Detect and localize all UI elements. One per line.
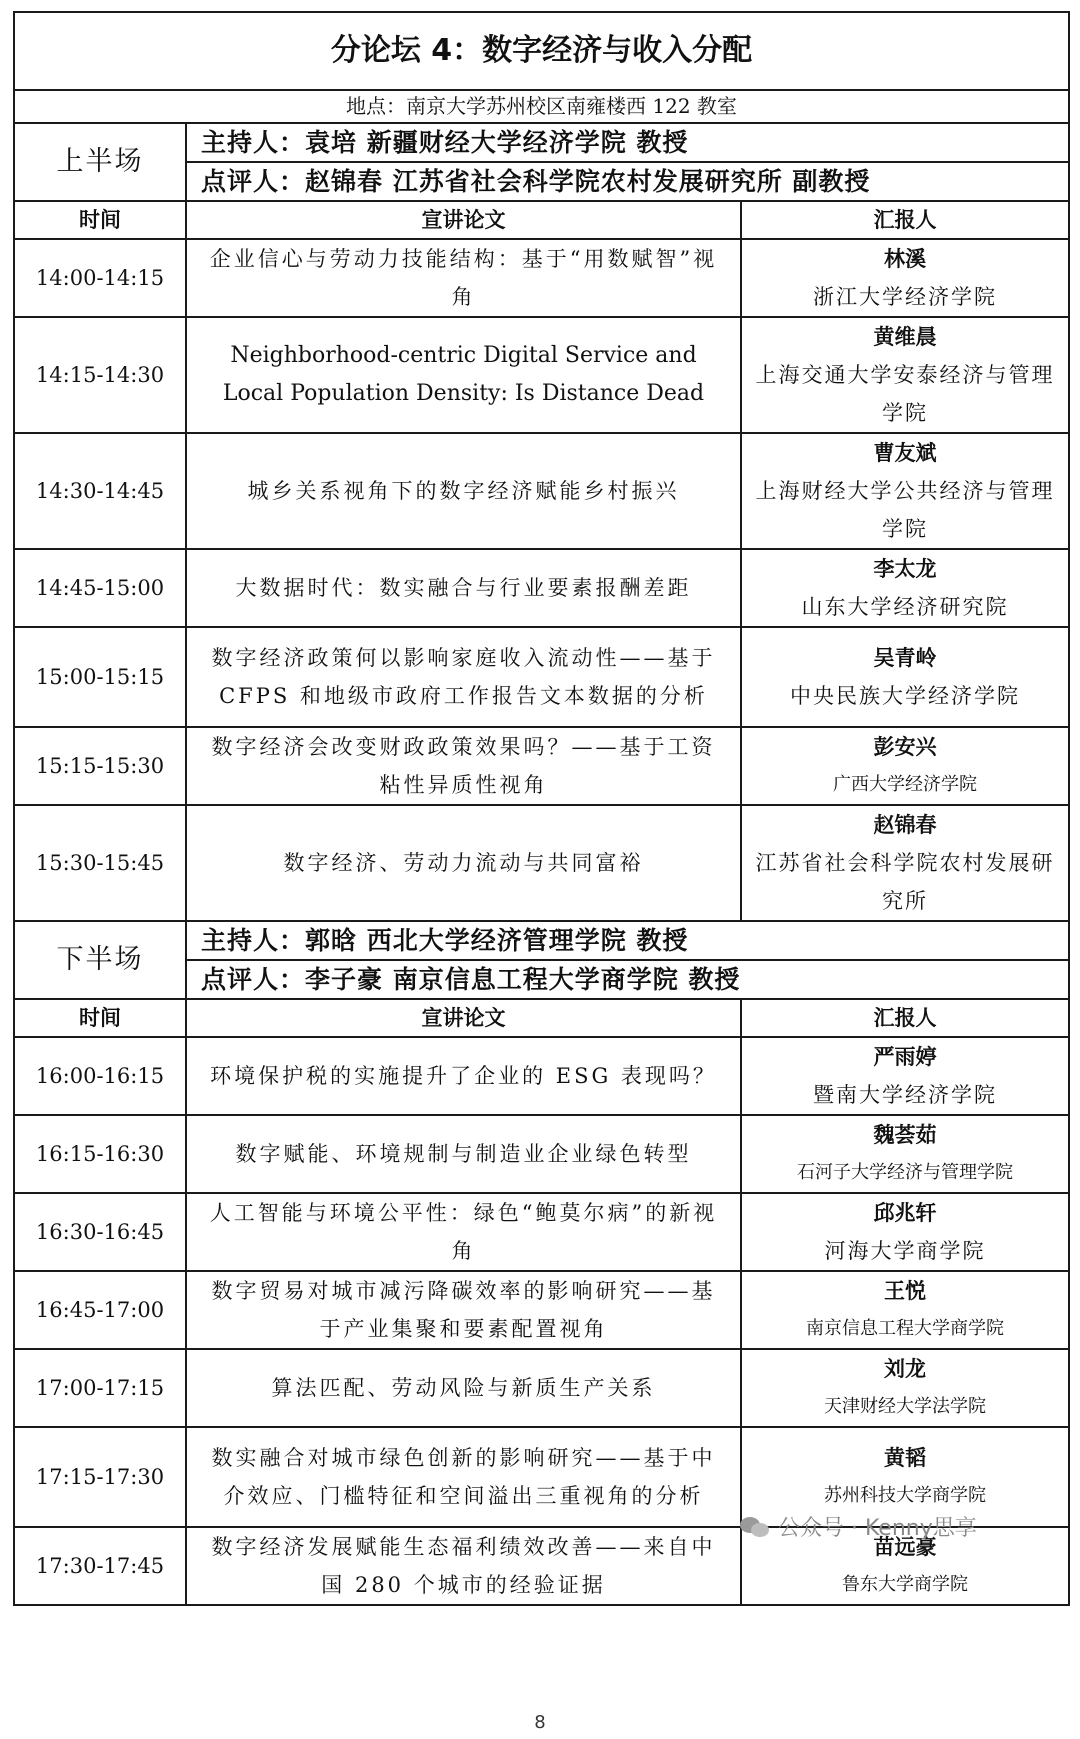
page-number: 8 <box>534 1712 546 1733</box>
header-time: 时间 <box>14 999 186 1037</box>
time-cell: 15:30-15:45 <box>14 805 186 921</box>
paper-cell: 数字赋能、环境规制与制造业企业绿色转型 <box>186 1115 741 1193</box>
watermark <box>740 1511 977 1542</box>
table-row <box>14 239 1069 317</box>
reporter-affiliation: 上海财经大学公共经济与管理学院 <box>755 479 1055 541</box>
session-label-second: 下半场 <box>14 921 186 999</box>
paper-cell: 数字经济会改变财政政策效果吗？——基于工资粘性异质性视角 <box>186 727 741 805</box>
table-row <box>14 727 1069 805</box>
time-cell: 17:30-17:45 <box>14 1527 186 1605</box>
table-header <box>14 999 1069 1037</box>
header-paper: 宣讲论文 <box>186 999 741 1037</box>
reporter-name: 林溪 <box>884 247 926 271</box>
header-paper: 宣讲论文 <box>186 201 741 239</box>
time-cell: 15:00-15:15 <box>14 627 186 727</box>
table-row <box>14 433 1069 549</box>
reporter-affiliation: 天津财经大学法学院 <box>824 1396 986 1417</box>
reporter-cell <box>741 1271 1069 1349</box>
time-cell: 16:00-16:15 <box>14 1037 186 1115</box>
reporter-affiliation: 苏州科技大学商学院 <box>824 1485 986 1506</box>
paper-cell: 数字经济发展赋能生态福利绩效改善——来自中国 280 个城市的经验证据 <box>186 1527 741 1605</box>
reporter-affiliation: 广西大学经济学院 <box>833 774 977 795</box>
paper-cell: 环境保护税的实施提升了企业的 ESG 表现吗？ <box>186 1037 741 1115</box>
time-cell: 17:00-17:15 <box>14 1349 186 1427</box>
reporter-name: 魏荟茹 <box>873 1123 937 1147</box>
reporter-cell <box>741 433 1069 549</box>
paper-cell: 数字贸易对城市减污降碳效率的影响研究——基于产业集聚和要素配置视角 <box>186 1271 741 1349</box>
time-cell: 16:45-17:00 <box>14 1271 186 1349</box>
reporter-affiliation: 江苏省社会科学院农村发展研究所 <box>755 851 1055 913</box>
reporter-name: 王悦 <box>884 1279 926 1303</box>
reporter-cell <box>741 1037 1069 1115</box>
table-row <box>14 1193 1069 1271</box>
reporter-affiliation: 浙江大学经济学院 <box>813 285 997 309</box>
header-reporter: 汇报人 <box>741 999 1069 1037</box>
reporter-name: 黄维晨 <box>873 325 937 349</box>
forum-title: 分论坛 4：数字经济与收入分配 <box>14 12 1069 90</box>
session-label-first: 上半场 <box>14 123 186 201</box>
reporter-name: 刘龙 <box>884 1357 926 1381</box>
time-cell: 14:00-14:15 <box>14 239 186 317</box>
table-row <box>14 1271 1069 1349</box>
reporter-cell <box>741 805 1069 921</box>
paper-cell: Neighborhood-centric Digital Service and Local Population Density: Is Distance Dead <box>186 317 741 433</box>
paper-cell: 企业信心与劳动力技能结构：基于“用数赋智”视角 <box>186 239 741 317</box>
reporter-affiliation: 山东大学经济研究院 <box>801 595 1009 619</box>
reporter-name: 苗远豪 <box>873 1535 937 1559</box>
reporter-affiliation: 上海交通大学安泰经济与管理学院 <box>755 363 1055 425</box>
time-cell: 16:15-16:30 <box>14 1115 186 1193</box>
reporter-cell <box>741 627 1069 727</box>
reporter-cell <box>741 1193 1069 1271</box>
reviewer-first: 点评人：赵锦春 江苏省社会科学院农村发展研究所 副教授 <box>186 162 1069 201</box>
paper-cell: 大数据时代：数实融合与行业要素报酬差距 <box>186 549 741 627</box>
reporter-name: 黄韬 <box>884 1446 926 1470</box>
reporter-name: 吴青岭 <box>873 646 937 670</box>
reporter-name: 李太龙 <box>873 557 937 581</box>
paper-cell: 城乡关系视角下的数字经济赋能乡村振兴 <box>186 433 741 549</box>
reporter-cell <box>741 1115 1069 1193</box>
table-row <box>14 627 1069 727</box>
reporter-name: 彭安兴 <box>873 735 937 759</box>
reporter-name: 严雨婷 <box>873 1045 937 1069</box>
header-reporter: 汇报人 <box>741 201 1069 239</box>
venue: 地点：南京大学苏州校区南雍楼西 122 教室 <box>14 90 1069 123</box>
reporter-affiliation: 河海大学商学院 <box>824 1239 986 1263</box>
paper-cell: 数字经济、劳动力流动与共同富裕 <box>186 805 741 921</box>
table-row <box>14 317 1069 433</box>
time-cell: 14:45-15:00 <box>14 549 186 627</box>
time-cell: 14:30-14:45 <box>14 433 186 549</box>
time-cell: 15:15-15:30 <box>14 727 186 805</box>
paper-cell: 数字经济政策何以影响家庭收入流动性——基于 CFPS 和地级市政府工作报告文本数据的分析 <box>186 627 741 727</box>
table-row <box>14 549 1069 627</box>
watermark-text: 公众号 · Kenny思享 <box>778 1516 977 1541</box>
host-first: 主持人：袁培 新疆财经大学经济学院 教授 <box>186 123 1069 162</box>
reviewer-second: 点评人：李子豪 南京信息工程大学商学院 教授 <box>186 960 1069 999</box>
time-cell: 16:30-16:45 <box>14 1193 186 1271</box>
reporter-cell <box>741 727 1069 805</box>
paper-cell: 人工智能与环境公平性：绿色“鲍莫尔病”的新视角 <box>186 1193 741 1271</box>
time-cell: 17:15-17:30 <box>14 1427 186 1527</box>
table-row <box>14 1349 1069 1427</box>
table-row <box>14 1115 1069 1193</box>
table-header <box>14 201 1069 239</box>
reporter-affiliation: 中央民族大学经济学院 <box>790 684 1020 708</box>
reporter-affiliation: 暨南大学经济学院 <box>813 1083 997 1107</box>
schedule-table <box>13 11 1070 1606</box>
reporter-name: 邱兆轩 <box>873 1201 937 1225</box>
time-cell: 14:15-14:30 <box>14 317 186 433</box>
header-time: 时间 <box>14 201 186 239</box>
reporter-cell <box>741 317 1069 433</box>
reporter-cell <box>741 549 1069 627</box>
host-second: 主持人：郭晗 西北大学经济管理学院 教授 <box>186 921 1069 960</box>
reporter-affiliation: 石河子大学经济与管理学院 <box>797 1162 1013 1183</box>
reporter-cell <box>741 1349 1069 1427</box>
reporter-affiliation: 鲁东大学商学院 <box>842 1574 968 1595</box>
table-row <box>14 805 1069 921</box>
wechat-icon <box>740 1515 770 1539</box>
reporter-cell <box>741 239 1069 317</box>
table-row <box>14 1037 1069 1115</box>
reporter-name: 赵锦春 <box>873 813 937 837</box>
paper-cell: 算法匹配、劳动风险与新质生产关系 <box>186 1349 741 1427</box>
reporter-name: 曹友斌 <box>873 441 937 465</box>
paper-cell: 数实融合对城市绿色创新的影响研究——基于中介效应、门槛特征和空间溢出三重视角的分析 <box>186 1427 741 1527</box>
reporter-affiliation: 南京信息工程大学商学院 <box>806 1318 1004 1339</box>
